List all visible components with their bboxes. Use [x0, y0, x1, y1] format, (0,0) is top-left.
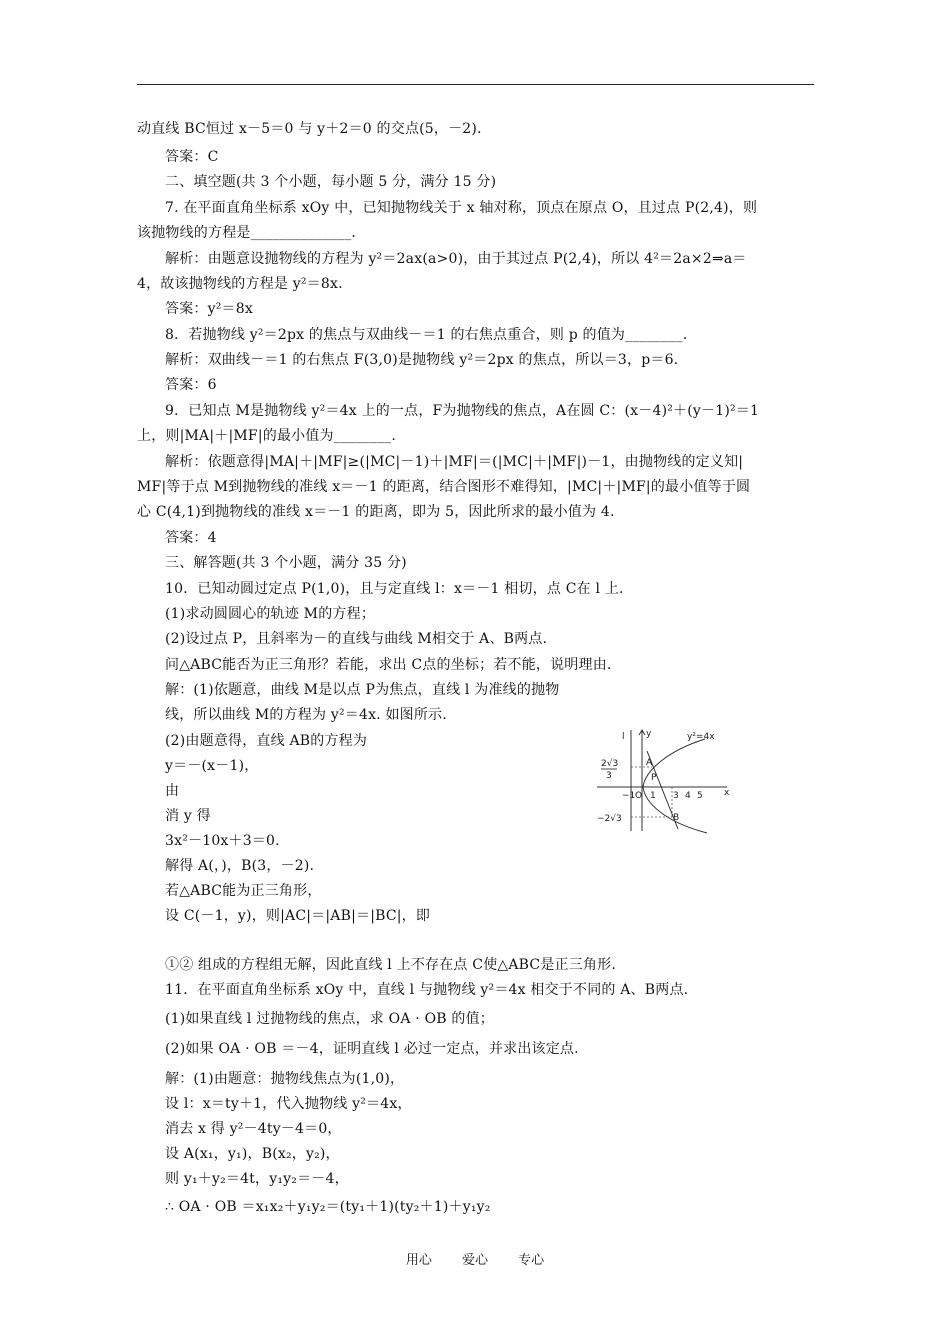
x-tick-4: 4 [685, 791, 691, 801]
tick-top-num: 2√3 [601, 759, 619, 769]
text-line: 二、填空题(共 3 个小题，每小题 5 分，满分 15 分) [165, 174, 497, 190]
text-line: 8．若抛物线 y²＝2px 的焦点与双曲线－＝1 的右焦点重合，则 p 的值为________. [165, 327, 688, 343]
text-line: ①② 组成的方程组无解，因此直线 l 上不存在点 C使△ABC是正三角形. [165, 957, 616, 973]
label-y: y [646, 729, 652, 739]
text-line: (1)求动圆圆心的轨迹 M的方程； [165, 606, 376, 622]
text-line: 11．在平面直角坐标系 xOy 中，直线 l 与抛物线 y²＝4x 相交于不同的 A、B两点. [165, 982, 689, 998]
text-line: 解析：由题意设抛物线的方程为 y²＝2ax(a>0)，由于其过点 P(2,4)，所以 4²＝2a×2⇒a＝ [165, 251, 747, 267]
text-line: (1)如果直线 l 过抛物线的焦点，求 OA · OB 的值； [165, 1011, 495, 1027]
text-line: ∴ OA · OB ＝x₁x₂＋y₁y₂＝(ty₁＋1)(ty₂＋1)＋y₁y₂ [165, 1199, 491, 1215]
label-curve: y²=4x [687, 732, 715, 742]
text-line: 答案：4 [165, 530, 217, 546]
tick-top-den: 3 [606, 771, 612, 781]
x-tick-5: 5 [697, 791, 703, 801]
text-line: 线，所以曲线 M的方程为 y²＝4x. 如图所示. [165, 707, 447, 723]
text-line: 若△ABC能为正三角形， [165, 883, 322, 899]
text-line: 4，故该抛物线的方程是 y²＝8x. [137, 276, 343, 292]
text-line: 解得 A(，)，B(3，－2). [165, 858, 315, 874]
x-tick-m1: −1 [622, 791, 636, 801]
text-line: (2)如果 OA · OB ＝－4，证明直线 l 必过一定点，并求出该定点. [165, 1041, 579, 1057]
text-line: 该抛物线的方程是______________． [137, 225, 366, 241]
parabola-figure [595, 727, 740, 835]
label-b: B [673, 813, 680, 823]
text-line: 消 y 得 [165, 808, 211, 824]
text-line: 7. 在平面直角坐标系 xOy 中，已知抛物线关于 x 轴对称，顶点在原点 O，且过点 P(2,4)，则 [165, 200, 758, 216]
text-line: 答案：y²＝8x [165, 301, 253, 317]
label-p: P [651, 773, 657, 783]
text-line: (2)设过点 P，且斜率为－的直线与曲线 M相交于 A、B两点. [165, 631, 548, 647]
text-line: 答案：6 [165, 377, 217, 393]
text-line: 解析：双曲线－＝1 的右焦点 F(3,0)是抛物线 y²＝2px 的焦点，所以＝3，p＝6. [165, 352, 679, 368]
x-tick-3: 3 [673, 791, 679, 801]
text-line: 解：(1)由题意：抛物线焦点为(1,0)， [165, 1071, 405, 1087]
text-line: 问△ABC能否为正三角形？若能，求出 C点的坐标；若不能，说明理由. [165, 657, 612, 673]
header-rule [137, 84, 814, 85]
text-line: 三、解答题(共 3 个小题，满分 35 分) [165, 555, 407, 571]
text-line: 动直线 BC恒过 x－5＝0 与 y＋2＝0 的交点(5，－2)． [137, 121, 492, 137]
text-line: 3x²－10x＋3＝0. [165, 833, 280, 849]
text-line: (2)由题意得，直线 AB的方程为 [165, 733, 368, 749]
text-line: 消去 x 得 y²－4ty－4＝0， [165, 1121, 342, 1137]
text-line: 设 C(－1，y)，则|AC|＝|AB|＝|BC|，即 [165, 908, 431, 924]
label-o: O [635, 791, 643, 801]
text-line: 9．已知点 M是抛物线 y²＝4x 上的一点，F为抛物线的焦点，A在圆 C：(x－4)²＋(y－1)²＝1 [165, 403, 760, 419]
text-line: 上，则|MA|＋|MF|的最小值为________. [137, 428, 397, 444]
page-footer: 用心 爱心 专心 [405, 1253, 545, 1268]
text-line: MF|等于点 M到抛物线的准线 x＝－1 的距离，结合图形不难得知，|MC|＋|MF|的最小值等于圆 [137, 479, 751, 495]
text-line: y＝－(x－1)， [165, 758, 259, 774]
label-x: x [724, 788, 730, 798]
label-l: l [622, 732, 625, 742]
text-line: 10．已知动圆过定点 P(1,0)，且与定直线 l：x＝－1 相切，点 C在 l 上. [165, 581, 624, 597]
text-line: 解：(1)依题意，曲线 M是以点 P为焦点，直线 l 为准线的抛物 [165, 682, 560, 698]
text-line: 心 C(4,1)到抛物线的准线 x＝－1 的距离，即为 5，因此所求的最小值为 4. [137, 504, 615, 520]
text-line: 设 l：x＝ty＋1，代入抛物线 y²＝4x， [165, 1096, 412, 1112]
label-a: A [646, 758, 653, 768]
text-line: 由 [165, 783, 180, 799]
text-line: 设 A(x₁，y₁)，B(x₂，y₂)， [165, 1146, 340, 1162]
text-line: 解析：依题意得|MA|＋|MF|≥(|MC|－1)＋|MF|＝(|MC|＋|MF|)－1，由抛物线的定义知| [165, 454, 744, 470]
tick-bottom: −2√3 [597, 814, 622, 824]
x-tick-1: 1 [650, 791, 656, 801]
text-line: 答案：C [165, 149, 219, 165]
text-line: 则 y₁＋y₂＝4t，y₁y₂＝－4， [165, 1171, 349, 1187]
